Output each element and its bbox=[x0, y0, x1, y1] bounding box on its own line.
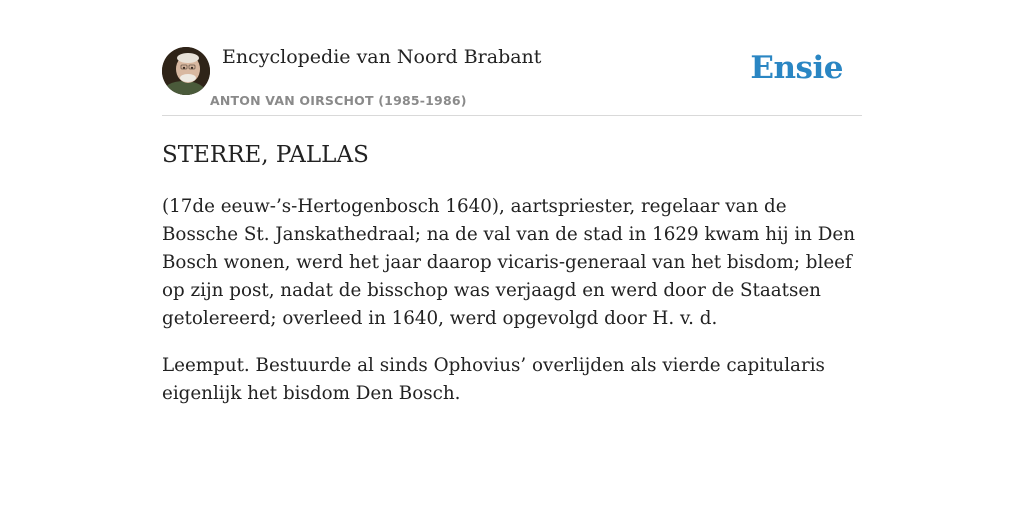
entry-paragraph: (17de eeuw-’s-Hertogenbosch 1640), aartspriester, regelaar van de Bossche St. Janskathedraal; na de val van de stad in 1629 kwam hij in Den Bosch wonen, werd het jaar daarop vicaris-generaal van het bisdom; bleef op zijn post, nadat de bisschop was verjaagd en werd door de Staatsen getolereerd; overleed in 1640, werd opgevolgd door H. v. d. bbox=[162, 196, 856, 329]
card-header bbox=[162, 44, 862, 116]
author-name[interactable]: ANTON VAN OIRSCHOT (1985-1986) bbox=[210, 93, 467, 108]
author-portrait-icon bbox=[162, 47, 210, 95]
site-title[interactable]: Encyclopedie van Noord Brabant bbox=[222, 46, 542, 68]
ensie-logo[interactable]: Ensie bbox=[750, 50, 843, 86]
entry-title: STERRE, PALLAS bbox=[162, 142, 369, 168]
entry-paragraph: Leemput. Bestuurde al sinds Ophovius’ overlijden als vierde capitularis eigenlijk het bisdom Den Bosch. bbox=[162, 355, 825, 404]
encyclopedia-card bbox=[162, 44, 862, 408]
author-avatar[interactable] bbox=[162, 47, 210, 95]
